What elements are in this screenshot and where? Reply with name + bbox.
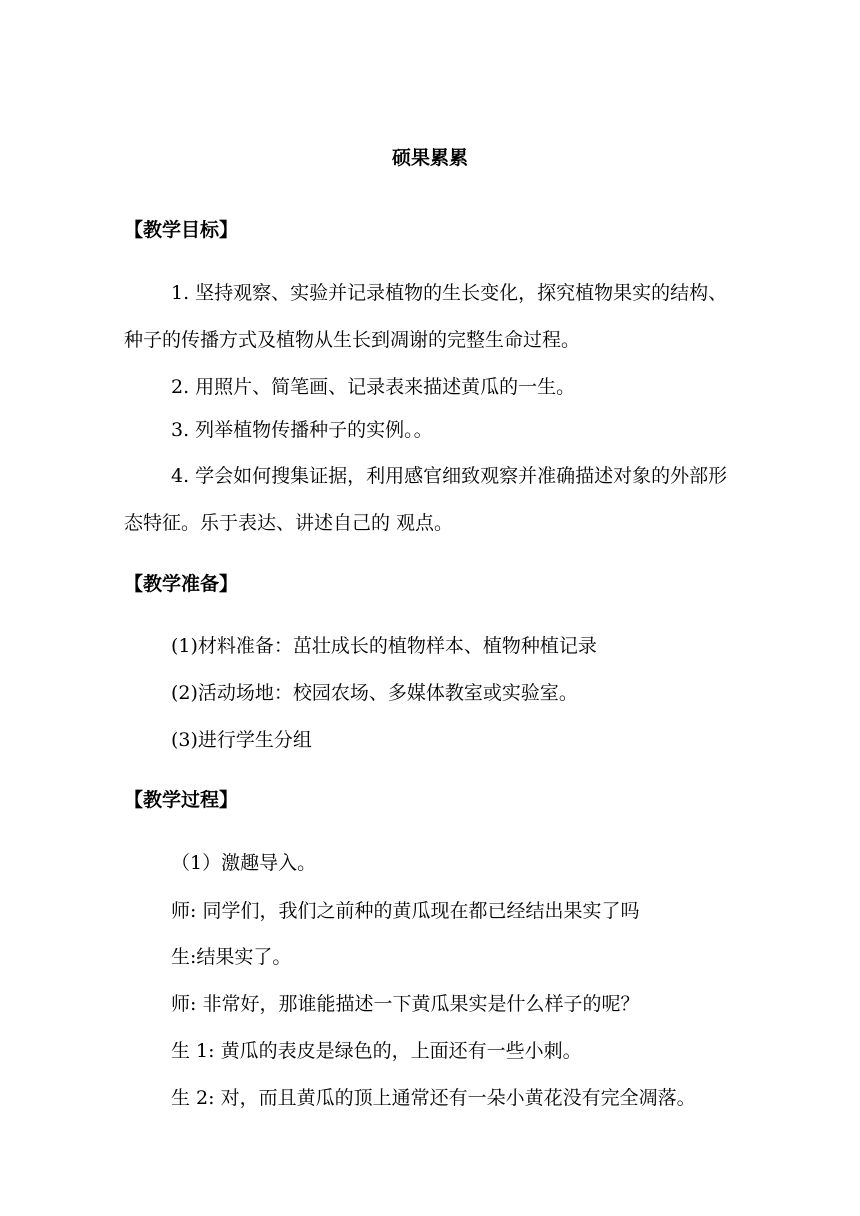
document-title: 硕果累累 — [391, 147, 468, 169]
objective-item: 2. 用照片、简笔画、记录表来描述黄瓜的一生。 — [171, 376, 576, 398]
section-heading-preparation: 【教学准备】 — [124, 573, 239, 595]
process-line: 生 2: 对，而且黄瓜的顶上通常还有一朵小黄花没有完全凋落。 — [171, 1087, 696, 1109]
objective-item: 4. 学会如何搜集证据，利用感官细致观察并准确描述对象的外部形态特征。乐于表达、讲述自己的 观点。 — [124, 465, 728, 534]
preparation-item: (1)材料准备：茁壮成长的植物样本、植物种植记录 — [171, 635, 597, 657]
preparation-item: (2)活动场地：校园农场、多媒体教室或实验室。 — [171, 682, 578, 704]
objective-item: 3. 列举植物传播种子的实例。。 — [171, 419, 433, 441]
section-heading-objectives: 【教学目标】 — [124, 219, 239, 241]
process-line: 生 1: 黄瓜的表皮是绿色的，上面还有一些小刺。 — [171, 1040, 582, 1062]
process-line: 师: 非常好，那谁能描述一下黄瓜果实是什么样子的呢？ — [171, 993, 640, 1015]
process-line: （1）激趣导入。 — [171, 852, 317, 874]
objective-item: 1. 坚持观察、实验并记录植物的生长变化，探究植物果实的结构、种子的传播方式及植物从生长到凋谢的完整生命过程。 — [124, 282, 728, 351]
section-heading-process: 【教学过程】 — [124, 789, 239, 811]
process-line: 生:结果实了。 — [171, 946, 292, 968]
preparation-item: (3)进行学生分组 — [171, 729, 312, 751]
process-line: 师: 同学们，我们之前种的黄瓜现在都已经结出果实了吗 — [171, 900, 640, 922]
